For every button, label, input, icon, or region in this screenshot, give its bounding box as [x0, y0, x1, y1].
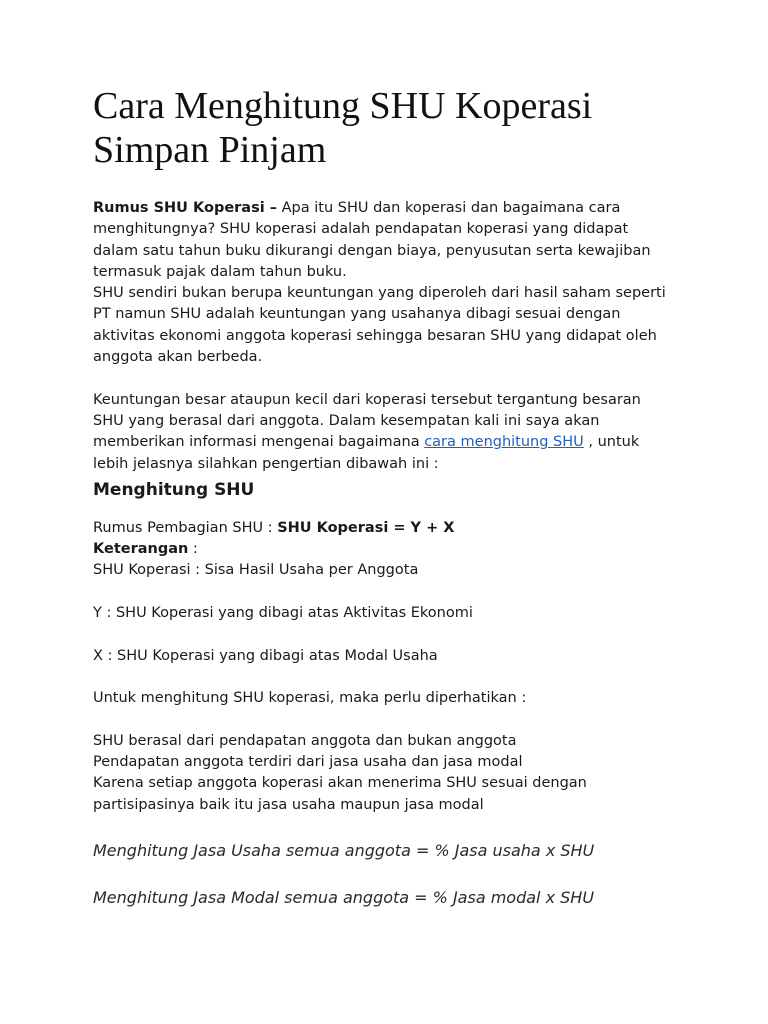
intro-line-6: PT namun SHU adalah keuntungan yang usahanya dibagi sesuai dengan: [93, 306, 621, 323]
definition-y: Y : SHU Koperasi yang dibagi atas Aktivitas Ekonomi: [93, 605, 473, 622]
intro-line-8: anggota akan berbeda.: [93, 349, 263, 366]
formula-jasa-usaha: Menghitung Jasa Usaha semua anggota = % Jasa usaha x SHU: [93, 841, 595, 861]
spacer: [93, 582, 693, 603]
definition-shu: SHU Koperasi : Sisa Hasil Usaha per Anggota: [93, 562, 419, 579]
para2-line-3-before: memberikan informasi mengenai bagaimana: [93, 434, 425, 451]
spacer: [93, 710, 693, 731]
spacer: [93, 816, 693, 839]
section-heading: Menghitung SHU: [93, 479, 255, 500]
spacer: [93, 624, 693, 645]
intro-line-3: dalam satu tahun buku dikurangi dengan biaya, penyusutan serta kewajiban: [93, 242, 651, 259]
article-body: [93, 198, 693, 910]
intro-line-2: menghitungnya? SHU koperasi adalah pendapatan koperasi yang didapat: [93, 221, 629, 238]
point-4: partisipasinya baik itu jasa usaha maupun jasa modal: [93, 796, 484, 813]
keterangan-label: Keterangan: [93, 541, 189, 558]
page-title: [93, 84, 713, 172]
intro-line-7: aktivitas ekonomi anggota koperasi sehingga besaran SHU yang didapat oleh: [93, 327, 657, 344]
spacer: [93, 667, 693, 688]
rumus-line: [93, 518, 693, 539]
definition-x: X : SHU Koperasi yang dibagi atas Modal Usaha: [93, 647, 438, 664]
formula-jasa-modal: Menghitung Jasa Modal semua anggota = % Jasa modal x SHU: [93, 888, 595, 908]
point-2: Pendapatan anggota terdiri dari jasa usaha dan jasa modal: [93, 754, 523, 771]
cara-menghitung-shu-link[interactable]: cara menghitung SHU: [424, 434, 584, 451]
intro-line-5: SHU sendiri bukan berupa keuntungan yang diperoleh dari hasil saham seperti: [93, 285, 666, 302]
para2-line-1: Keuntungan besar ataupun kecil dari koperasi tersebut tergantung besaran: [93, 391, 641, 408]
rumus-value: SHU Koperasi = Y + X: [277, 519, 455, 536]
intro-line-4: termasuk pajak dalam tahun buku.: [93, 263, 347, 280]
second-paragraph: [93, 390, 693, 475]
intro-line-1: [93, 198, 693, 219]
para2-line-3-after: , untuk: [583, 434, 640, 451]
para2-line-2: SHU yang berasal dari anggota. Dalam kesempatan kali ini saya akan: [93, 412, 600, 429]
point-3: Karena setiap anggota koperasi akan menerima SHU sesuai dengan: [93, 775, 587, 792]
intro-paragraph: [93, 198, 693, 368]
paragraph-spacer: [93, 368, 693, 389]
title-line-2: Simpan Pinjam: [93, 129, 327, 171]
formula-section: [93, 518, 693, 816]
title-line-1: Cara Menghitung SHU Koperasi: [93, 85, 593, 127]
keterangan-colon: :: [188, 541, 198, 558]
spacer: [93, 863, 693, 886]
para2-line-4: lebih jelasnya silahkan pengertian dibawah ini :: [93, 455, 439, 472]
point-1: SHU berasal dari pendapatan anggota dan bukan anggota: [93, 732, 517, 749]
note-line: Untuk menghitung SHU koperasi, maka perlu diperhatikan :: [93, 690, 527, 707]
para2-line-3: [93, 432, 693, 453]
intro-line-1-rest: Apa itu SHU dan koperasi dan bagaimana cara: [277, 200, 621, 216]
rumus-label: Rumus Pembagian SHU :: [93, 519, 278, 536]
intro-lead-bold: Rumus SHU Koperasi –: [93, 200, 277, 216]
keterangan-line: [93, 539, 693, 560]
